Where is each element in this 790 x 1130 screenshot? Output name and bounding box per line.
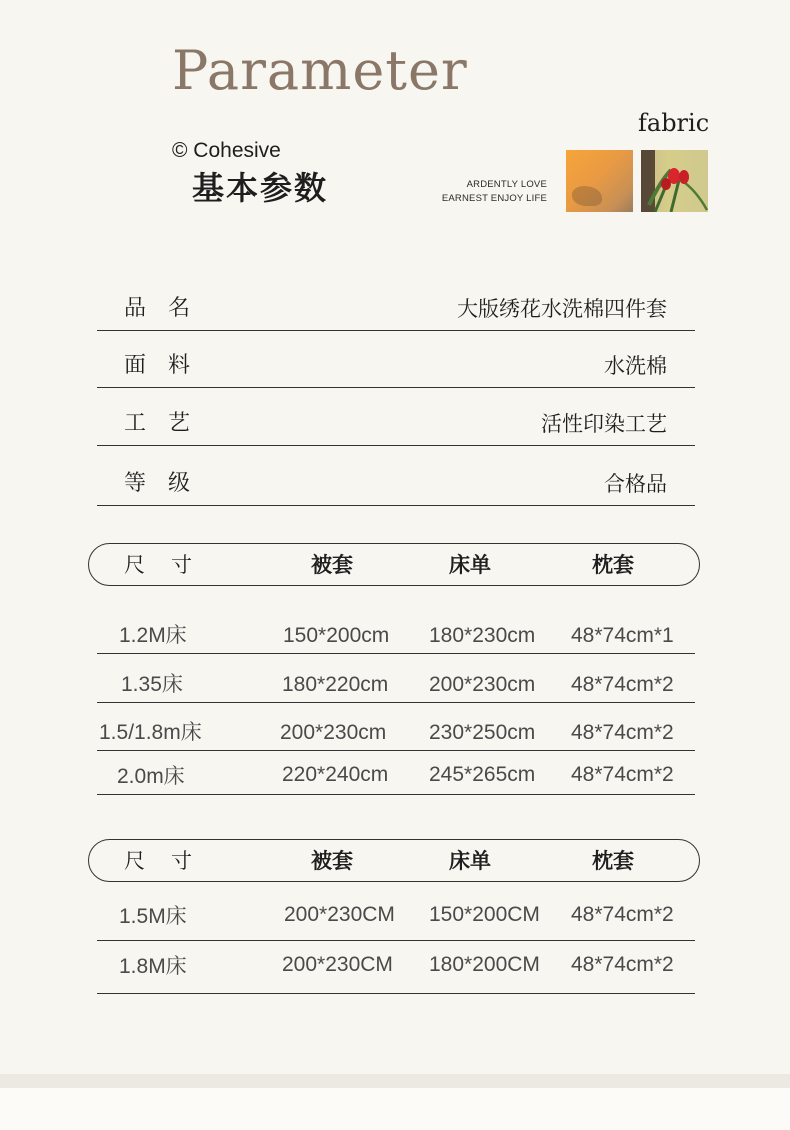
header-duvet: 被套: [311, 849, 353, 873]
cell-pillowcase: 48*74cm*1: [571, 624, 674, 647]
cell-sheet: 180*200CM: [429, 953, 540, 976]
cell-pillowcase: 48*74cm*2: [571, 763, 674, 786]
header-sheet: 床单: [449, 849, 491, 873]
header-size: 尺寸: [124, 849, 218, 873]
cell-size: 1.35床: [121, 673, 183, 696]
cell-duvet: 150*200cm: [283, 624, 390, 647]
param-row-fabric: [97, 353, 695, 388]
cell-duvet: 180*220cm: [282, 673, 389, 696]
slogan: [442, 178, 547, 206]
cell-duvet: 200*230cm: [280, 721, 387, 744]
header-pillowcase: 枕套: [592, 553, 634, 577]
brand-logo: © Cohesive: [172, 139, 281, 162]
fabric-photo-orange: [566, 150, 633, 212]
cell-size: 1.5/1.8m床: [99, 721, 202, 744]
cell-sheet: 230*250cm: [429, 721, 536, 744]
param-value: 活性印染工艺: [541, 412, 667, 436]
cell-pillowcase: 48*74cm*2: [571, 673, 674, 696]
footer-band: [0, 1074, 790, 1088]
fabric-photo-tulips: [641, 150, 708, 212]
param-label: 品名: [124, 296, 213, 321]
header-sheet: 床单: [449, 553, 491, 577]
cell-pillowcase: 48*74cm*2: [571, 721, 674, 744]
header-duvet: 被套: [311, 553, 353, 577]
param-row-craft: [97, 411, 695, 446]
table-row: [97, 613, 695, 654]
cell-sheet: 150*200CM: [429, 903, 540, 926]
table-row: [97, 710, 695, 751]
brand-title: Parameter: [172, 39, 468, 102]
cell-duvet: 200*230CM: [284, 903, 395, 926]
cell-sheet: 180*230cm: [429, 624, 536, 647]
table-row: [97, 754, 695, 795]
slogan-line-2: EARNEST ENJOY LIFE: [441, 193, 547, 204]
page-title: 基本参数: [192, 169, 329, 207]
header-size: 尺寸: [124, 553, 218, 577]
footer-area: [0, 1088, 790, 1130]
cell-size: 1.8M床: [119, 955, 187, 978]
cell-size: 2.0m床: [117, 765, 185, 788]
header-pillowcase: 枕套: [592, 849, 634, 873]
cell-duvet: 200*230CM: [282, 953, 393, 976]
cell-duvet: 220*240cm: [282, 763, 389, 786]
fabric-label: fabric: [638, 109, 710, 137]
param-value: 合格品: [604, 472, 667, 496]
param-row-name: [97, 296, 695, 331]
size-table-header: [88, 543, 700, 586]
cell-sheet: 200*230cm: [429, 673, 536, 696]
slogan-line-1: ARDENTLY LOVE: [466, 179, 547, 190]
table-row: [97, 662, 695, 703]
param-value: 大版绣花水洗棉四件套: [457, 297, 667, 321]
cell-size: 1.2M床: [119, 624, 187, 647]
size-table-header: [88, 839, 700, 882]
param-label: 面料: [124, 353, 213, 378]
table-row: [97, 942, 695, 994]
cell-sheet: 245*265cm: [429, 763, 536, 786]
cell-pillowcase: 48*74cm*2: [571, 953, 674, 976]
param-value: 水洗棉: [604, 354, 667, 378]
cell-pillowcase: 48*74cm*2: [571, 903, 674, 926]
cell-size: 1.5M床: [119, 905, 187, 928]
param-label: 工艺: [124, 411, 213, 436]
table-row: [97, 900, 695, 941]
param-row-grade: [97, 471, 695, 506]
param-label: 等级: [124, 471, 213, 496]
